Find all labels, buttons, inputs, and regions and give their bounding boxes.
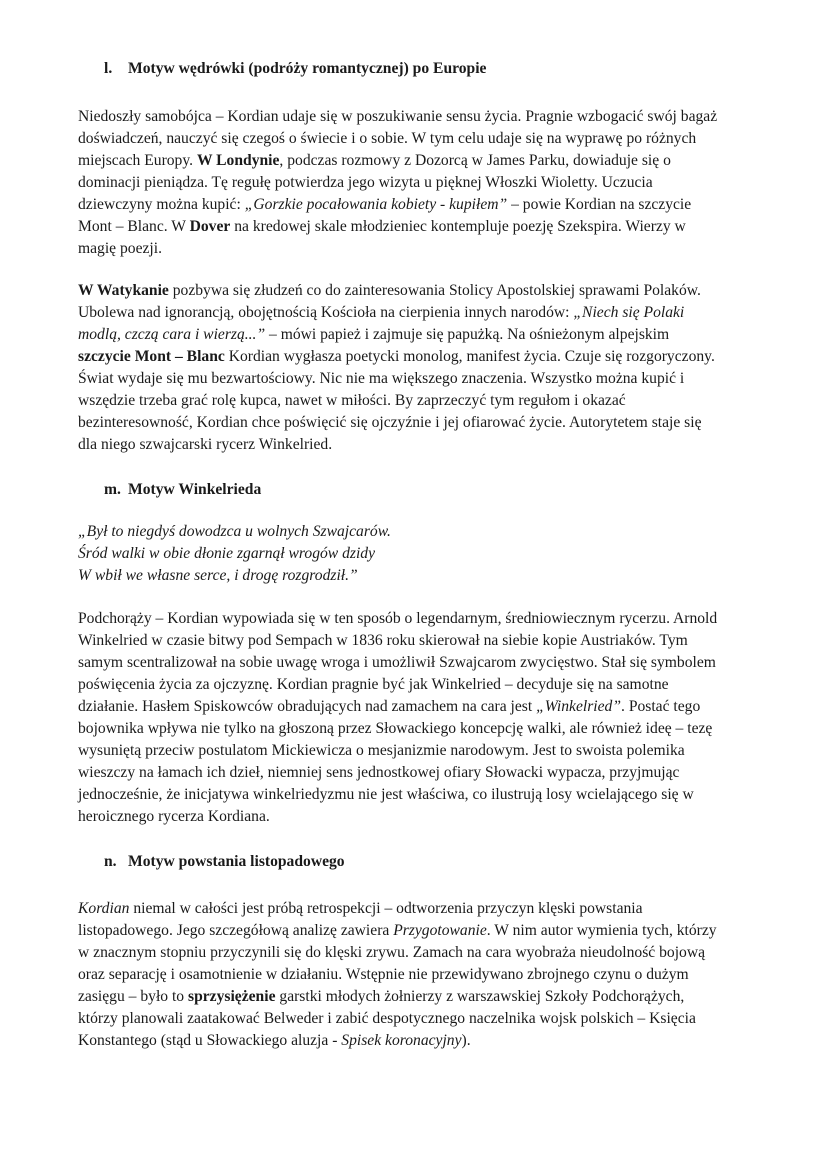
text-run: dla niego szwajcarski rycerz Winkelried.: [78, 436, 333, 453]
text-line: [78, 390, 778, 412]
text-line: [78, 1030, 778, 1052]
text-run: bojownika wpływa nie tylko na głoszoną przez Słowackiego koncepcję walki, ale również ideę – tezę: [78, 720, 713, 737]
bold-text: W Londynie: [196, 152, 280, 169]
text-run: którzy planowali zaatakować Belweder i zabić despotycznego naczelnika wojsk polskich – Księcia: [78, 1010, 696, 1027]
italic-text: Przygotowanie: [393, 922, 487, 939]
text-run: niemal w całości jest próbą retrospekcji – odtworzenia przyczyn klęski powstania: [129, 900, 643, 917]
text-run: działanie. Hasłem Spiskowców obradujących nad zamachem na cara jest: [78, 698, 537, 715]
text-run: Niedoszły samobójca – Kordian udaje się w poszukiwanie sensu życia. Pragnie wzbogacić swój bagaż: [78, 108, 718, 125]
text-run: wieszczy na łamach ich dzieł, niemniej sens jednostkowej ofiary Słowacki wypacza, przyjmując: [78, 764, 680, 781]
italic-text: Kordian: [78, 900, 130, 917]
text-line: [78, 630, 778, 652]
bold-text: sprzysiężenie: [188, 988, 276, 1005]
text-line: [78, 718, 778, 740]
text-run: jednocześnie, że inicjatywa winkelriedyzmu nie jest właściwa, co ilustrują losy wcielającego się w: [78, 786, 694, 803]
text-line: [78, 346, 778, 368]
text-run: wysuniętą przeciw postulatom Mickiewicza o mesjanizmie narodowym. Jest to swoista polemika: [78, 742, 685, 759]
italic-text: „Niech się Polaki: [573, 304, 685, 321]
text-line: [78, 194, 778, 216]
bold-text: Dover: [189, 218, 231, 235]
text-run: poświęcenia życia za ojczyznę. Kordian pragnie być jak Winkelried – decyduje się na samotne: [78, 676, 669, 693]
text-line: [78, 368, 778, 390]
text-line: [78, 521, 778, 543]
section-title: Motyw Winkelrieda: [128, 481, 262, 498]
text-line: [78, 696, 778, 718]
text-line: [78, 762, 778, 784]
section-number: m.: [104, 481, 121, 498]
text-run: – powie Kordian na szczycie: [507, 196, 692, 213]
text-run: Kordian wygłasza poetycki monolog, manifest życia. Czuje się rozgoryczony.: [224, 348, 715, 365]
text-run: dziewczyny można kupić:: [78, 196, 245, 213]
text-run: . Postać tego: [621, 698, 701, 715]
text-run: Podchorąży – Kordian wypowiada się w ten sposób o legendarnym, średniowiecznym rycerzu. Arnold: [78, 610, 718, 627]
text-line: [78, 942, 778, 964]
text-line: [78, 172, 778, 194]
text-run: garstki młodych żołnierzy z warszawskiej Szkoły Podchorążych,: [275, 988, 685, 1005]
italic-text: W wbił we własne serce, i drogę rozgrodził.”: [78, 567, 358, 584]
text-line: [78, 434, 778, 456]
text-line: [78, 898, 778, 920]
paragraph: [78, 106, 778, 260]
text-run: . W nim autor wymienia tych, którzy: [486, 922, 717, 939]
paragraph: [78, 898, 778, 1052]
text-line: [78, 740, 778, 762]
text-run: Konstantego (stąd u Słowackiego aluzja -: [78, 1032, 342, 1049]
text-run: wszędzie trzeba grać rolę kupca, nawet w miłości. By zaprzeczyć tym regułom i okazać: [78, 392, 626, 409]
text-line: [78, 324, 778, 346]
text-run: Świat wydaje się mu bezwartościowy. Nic nie ma większego znaczenia. Wszystko można kupić i: [78, 370, 685, 387]
section-heading-n: [104, 851, 345, 873]
text-line: [78, 216, 778, 238]
section-heading-l: [104, 58, 486, 80]
text-run: dominacji pieniądza. Tę regułę potwierdza jego wizyta u pięknej Włoszki Wioletty. Uczucia: [78, 174, 653, 191]
bold-text: W Watykanie: [78, 282, 169, 299]
text-run: Mont – Blanc. W: [78, 218, 190, 235]
text-run: samym scentralizował na sobie uwagę wroga i umożliwił Szwajcarom zwycięstwo. Stał się symbolem: [78, 654, 716, 671]
text-line: [78, 150, 778, 172]
text-line: [78, 412, 778, 434]
text-line: [78, 280, 778, 302]
text-run: , podczas rozmowy z Dozorcą w James Parku, dowiaduje się o: [279, 152, 671, 169]
italic-text: modlą, czczą cara i wierzą...”: [78, 326, 266, 343]
text-run: doświadczeń, nauczyć się czegoś o świecie i o sobie. W tym celu udaje się na wyprawę po różnych: [78, 130, 697, 147]
text-run: heroicznego rycerza Kordiana.: [78, 808, 270, 825]
text-line: [78, 238, 778, 260]
text-run: miejscach Europy.: [78, 152, 197, 169]
italic-text: „Gorzkie pocałowania kobiety - kupiłem”: [244, 196, 508, 213]
text-line: [78, 964, 778, 986]
text-line: [78, 920, 778, 942]
text-line: [78, 986, 778, 1008]
text-run: Winkelried w czasie bitwy pod Sempach w 1836 roku skierował na siebie kopie Austriaków. Tym: [78, 632, 688, 649]
text-run: zasięgu – było to: [78, 988, 189, 1005]
italic-text: Spisek koronacyjny: [341, 1032, 462, 1049]
text-line: [78, 543, 778, 565]
section-heading-m: [104, 479, 261, 501]
text-line: [78, 565, 778, 587]
text-run: pozbywa się złudzeń co do zainteresowania Stolicy Apostolskiej sprawami Polaków.: [168, 282, 701, 299]
text-line: [78, 806, 778, 828]
text-run: oraz separację i osamotnienie w działaniu. Wstępnie nie przewidywano zbrojnego czynu o dużym: [78, 966, 689, 983]
text-line: [78, 106, 778, 128]
section-number: n.: [104, 853, 117, 870]
text-run: ).: [461, 1032, 471, 1049]
text-line: [78, 674, 778, 696]
text-line: [78, 128, 778, 150]
italic-text: Śród walki w obie dłonie zgarnął wrogów dzidy: [78, 545, 376, 562]
text-run: na kredowej skale młodzieniec kontempluje poezję Szekspira. Wierzy w: [230, 218, 686, 235]
paragraph: [78, 280, 778, 456]
text-run: Ubolewa nad ignorancją, obojętnością Kościoła na cierpienia innych narodów:: [78, 304, 574, 321]
quote-block: [78, 521, 778, 587]
text-run: listopadowego. Jego szczegółową analizę zawiera: [78, 922, 394, 939]
section-number: l.: [104, 60, 113, 77]
text-run: magię poezji.: [78, 240, 162, 257]
italic-text: „Winkelried”: [536, 698, 622, 715]
text-run: bezinteresowność, Kordian chce poświęcić się ojczyźnie i jej ofiarować życie. Autorytetem staje się: [78, 414, 702, 431]
text-line: [78, 784, 778, 806]
text-line: [78, 608, 778, 630]
section-title: Motyw powstania listopadowego: [128, 853, 345, 870]
text-run: – mówi papież i zajmuje się papużką. Na ośnieżonym alpejskim: [265, 326, 670, 343]
text-line: [78, 1008, 778, 1030]
section-title: Motyw wędrówki (podróży romantycznej) po Europie: [128, 60, 487, 77]
italic-text: „Był to niegdyś dowodzca u wolnych Szwajcarów.: [78, 523, 391, 540]
paragraph: [78, 608, 778, 828]
text-line: [78, 302, 778, 324]
text-run: w znacznym stopniu przyczynili się do klęski zrywu. Zamach na cara wyobraża nieudolność bojową: [78, 944, 706, 961]
text-line: [78, 652, 778, 674]
bold-text: szczycie Mont – Blanc: [78, 348, 225, 365]
